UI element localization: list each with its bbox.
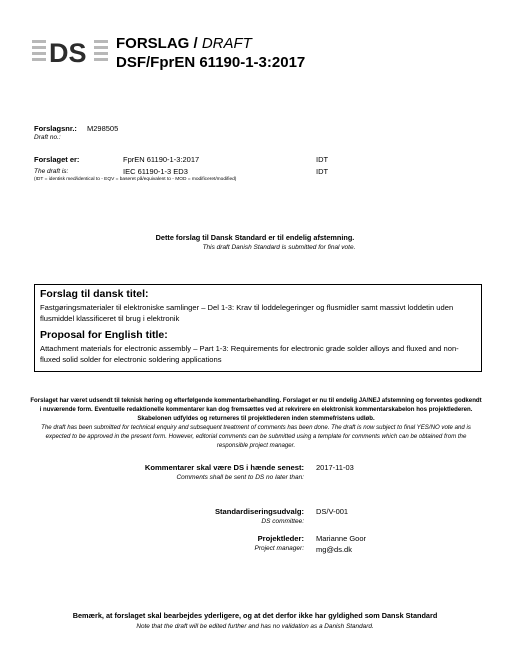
- final-vote-en: This draft Danish Standard is submitted for final vote.: [202, 244, 356, 251]
- deadline-label: Kommentarer skal være DS i hænde senest:: [144, 463, 304, 472]
- manager-name: Marianne Goor: [316, 534, 367, 543]
- danish-title-text: Fastgøringsmaterialer til elektroniske samlinger – Del 1-3: Krav til loddelegeringer og flusmidler samt massivt loddetin uden flusmiddel klassificeret til brug i elektronik: [40, 303, 454, 323]
- draft-no-value: M298505: [87, 124, 119, 133]
- manager-label-en: Project manager:: [254, 545, 304, 552]
- proposal-value-1: FprEN 61190-1-3:2017: [123, 155, 200, 164]
- document-designation: DSF/FprEN 61190-1-3:2017: [116, 54, 306, 71]
- proposal-value-2: IEC 61190-1-3 ED3: [123, 167, 188, 176]
- danish-title-heading: Forslag til dansk titel:: [40, 288, 149, 300]
- proposal-label: Forslaget er:: [34, 155, 80, 164]
- manager-label: Projektleder:: [257, 534, 304, 543]
- draft-no-label: Forslagsnr.:: [34, 124, 77, 133]
- deadline-label-en: Comments shall be sent to DS no later than:: [176, 474, 304, 481]
- english-title-heading: Proposal for English title:: [40, 329, 168, 341]
- title-draft: DRAFT: [201, 35, 252, 52]
- notice-da: Forslaget har været udsendt til teknisk høring og efterfølgende kommentarbehandling. Forslaget er nu til endelig JA/NEJ afstemning og forventes godkendt i nuværende form. Eventuelle redaktionelle kommentarer kan dog fremsættes ved at rekvirere en elektronisk kommentarskabelon hos projektlederen. Skabelonen udfyldes og returneres til projektlederen inden stemmefristens udløb.: [30, 397, 482, 422]
- enquiry-notice: [30, 396, 482, 450]
- english-title-text: Attachment materials for electronic assembly – Part 1-3: Requirements for electronic grade solder alloys and fluxed and non-fluxed solid solder for electronic soldering applications: [40, 344, 459, 364]
- ds-logo: [32, 36, 110, 66]
- page-title: [116, 34, 305, 72]
- title-proposal-box: [34, 284, 482, 372]
- manager-email[interactable]: mg@ds.dk: [316, 545, 352, 554]
- title-main: FORSLAG /: [116, 35, 202, 52]
- equivalence-legend: (IDT = identisk med/identical to - EQV = baseret på/equivalent to - MOD = modificeret/modified): [34, 177, 237, 182]
- draft-no-label-en: Draft no.:: [34, 134, 61, 141]
- footer-en: Note that the draft will be edited further and has no validation as a Danish Standard.: [136, 623, 374, 630]
- deadline-value: 2017-11-03: [316, 463, 354, 472]
- footer-da: Bemærk, at forslaget skal bearbejdes yderligere, og at det derfor ikke har gyldighed som Dansk Standard: [72, 611, 438, 620]
- final-vote-da: Dette forslag til Dansk Standard er til endelig afstemning.: [155, 233, 355, 242]
- proposal-label-en: The draft is:: [34, 168, 69, 175]
- proposal-code-2: IDT: [316, 167, 329, 176]
- logo-stripes-left: [32, 40, 46, 61]
- proposal-code-1: IDT: [316, 155, 329, 164]
- logo-stripes-right: [94, 40, 108, 61]
- committee-label: Standardiseringsudvalg:: [214, 507, 304, 516]
- logo-text: DS: [49, 38, 87, 66]
- committee-value: DS/V-001: [316, 507, 349, 516]
- committee-label-en: DS committee:: [261, 518, 304, 525]
- notice-en: The draft has been submitted for technical enquiry and subsequent treatment of comments has been done. The draft is now subject to final YES/NO vote and is expected to be approved in the present form. However, editorial comments can be submitted using a template for comments which can be obtained from the responsible project manager.: [41, 424, 471, 449]
